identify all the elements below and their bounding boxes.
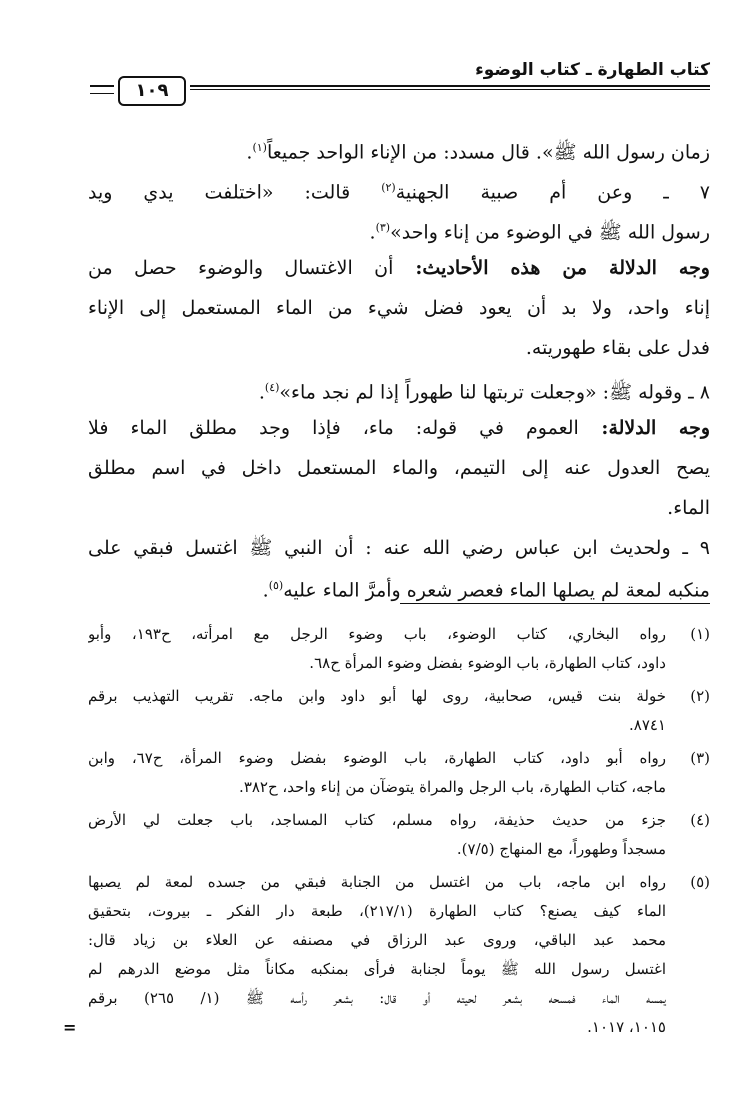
body-line <box>88 488 710 528</box>
page-header <box>88 58 710 108</box>
footnote-ref[interactable]: (٤) <box>264 381 280 394</box>
footnote-text: ١٠١٥، ١٠١٧. <box>587 1018 666 1036</box>
footnote-text: اغتسل رسول الله ﷺ يوماً لجنابة فرأى بمنكبه مكاناً مثل موضع الدرهم لم <box>88 960 666 978</box>
footnote-line <box>88 682 710 710</box>
body-line <box>88 566 710 606</box>
footnote-line <box>88 835 710 863</box>
footnote-line <box>88 868 710 896</box>
bold-lead: وجه الدلالة من هذه الأحاديث: <box>393 257 710 279</box>
footnote-ref[interactable]: (٣) <box>375 221 391 234</box>
footnote-separator <box>400 603 710 604</box>
footnote-number: (٢) <box>690 687 710 705</box>
line-text: أن الاغتسال والوضوء حصل من <box>88 257 394 279</box>
line-text: الماء. <box>667 497 710 519</box>
footnote-line <box>88 649 710 677</box>
header-rule <box>190 85 710 87</box>
page-number-ornament <box>90 85 114 94</box>
header-rule-thin <box>190 89 710 90</box>
body-line <box>88 448 710 488</box>
body-line <box>88 168 710 208</box>
footnote-ref[interactable]: (٢) <box>381 181 396 194</box>
footnote-line <box>88 1013 710 1041</box>
footnote-line <box>88 806 710 834</box>
footnote-line <box>88 897 710 925</box>
body-line <box>88 128 710 168</box>
footnote-line <box>88 744 710 772</box>
footnote-text: رواه ابن ماجه، باب من اغتسل من الجنابة فبقي من جسده لمعة لم يصبها <box>88 873 666 891</box>
page-number: ١٠٩ <box>118 76 186 106</box>
footnote-number: (٥) <box>690 873 710 891</box>
line-tail: . <box>258 381 265 404</box>
footnote-line <box>88 955 710 983</box>
footnote-text: رواه البخاري، كتاب الوضوء، باب وضوء الرجل مع امرأته، ح١٩٣، وأبو <box>88 625 666 643</box>
footnote-line <box>88 984 710 1012</box>
bold-lead: وجه الدلالة: <box>578 417 710 439</box>
footnote-text: ماجه، كتاب الطهارة، باب الرجل والمراة يتوضآن من إناء واحد، ح٣٨٢. <box>239 778 666 796</box>
body-line <box>88 528 710 568</box>
body-line <box>88 328 710 368</box>
footnote-number: (٣) <box>690 749 710 767</box>
line-text: ٧ ـ وعن أم صبية الجهنية <box>395 181 710 204</box>
line-tail: . <box>246 141 253 164</box>
line-text: ٨ ـ وقوله ﷺ: «وجعلت تربتها لنا طهوراً إذا لم نجد ماء» <box>279 381 710 404</box>
line-text: ٩ ـ ولحديث ابن عباس رضي الله عنه : أن النبي ﷺ اغتسل فبقي على <box>88 537 710 559</box>
footnote-text: يمسه الماء فمسحه بشعر لحيته أو قال: بشعر رأسه ﷺ (١/ ٢٦٥) برقم <box>88 989 666 1007</box>
line-tail: قالت: «اختلفت يدي ويد <box>88 181 382 204</box>
body-line <box>88 248 710 288</box>
footnote-text: جزء من حديث حذيفة، رواه مسلم، كتاب المساجد، باب جعلت لي الأرض <box>88 811 666 829</box>
line-text: إناء واحد، ولا بد أن يعود فضل شيء من الماء المستعمل إلى الإناء <box>88 297 710 319</box>
footnote-text: مسجداً وطهوراً، مع المنهاج (٧/٥). <box>456 840 666 858</box>
footnote-text: داود، كتاب الطهارة، باب الوضوء بفضل وضوء المرأة ح٦٨. <box>309 654 666 672</box>
line-text: يصح العدول عنه إلى التيمم، والماء المستعمل داخل في اسم مطلق <box>88 457 710 479</box>
footnote-line <box>88 773 710 801</box>
line-text: زمان رسول الله ﷺ». قال مسدد: من الإناء الواحد جميعاً <box>266 141 710 164</box>
footnote-line <box>88 620 710 648</box>
footnote-ref[interactable]: (٥) <box>268 579 284 592</box>
line-text: فدل على بقاء طهوريته. <box>525 337 710 359</box>
body-line <box>88 408 710 448</box>
body-line <box>88 208 710 248</box>
footnote-text: الماء كيف يصنع؟ كتاب الطهارة (٢١٧/١)، طبعة دار الفكر ـ بيروت، بتحقيق <box>88 902 667 920</box>
footnote-text: محمد عبد الباقي، وروى عبد الرزاق في مصنفه عن العلاء بن زياد قال: <box>88 931 666 949</box>
footnote-number: (٤) <box>690 811 710 829</box>
footnote-line <box>88 926 710 954</box>
footnote-text: خولة بنت قيس، صحابية، روى لها أبو داود وابن ماجه. تقريب التهذيب برقم <box>88 687 666 705</box>
footnote-ref[interactable]: (١) <box>252 141 267 154</box>
footnote-text: ٨٧٤١. <box>628 716 666 734</box>
footnote-number: (١) <box>690 625 710 643</box>
line-text: رسول الله ﷺ في الوضوء من إناء واحد» <box>390 221 710 244</box>
body-line <box>88 288 710 328</box>
line-text: منكبه لمعة لم يصلها الماء فعصر شعره وأمرَّ الماء عليه <box>283 579 710 602</box>
line-tail: . <box>369 221 376 244</box>
line-text: العموم في قوله: ماء، فإذا وجد مطلق الماء فلا <box>88 417 579 439</box>
footnote-text: رواه أبو داود، كتاب الطهارة، باب الوضوء بفضل وضوء المرأة، ح٦٧، وابن <box>88 749 666 767</box>
running-head: كتاب الطهارة ـ كتاب الوضوء <box>475 60 710 80</box>
edge-mark: = <box>63 1018 77 1037</box>
line-tail: . <box>262 579 269 602</box>
body-line <box>88 368 710 408</box>
footnote-line <box>88 711 710 739</box>
